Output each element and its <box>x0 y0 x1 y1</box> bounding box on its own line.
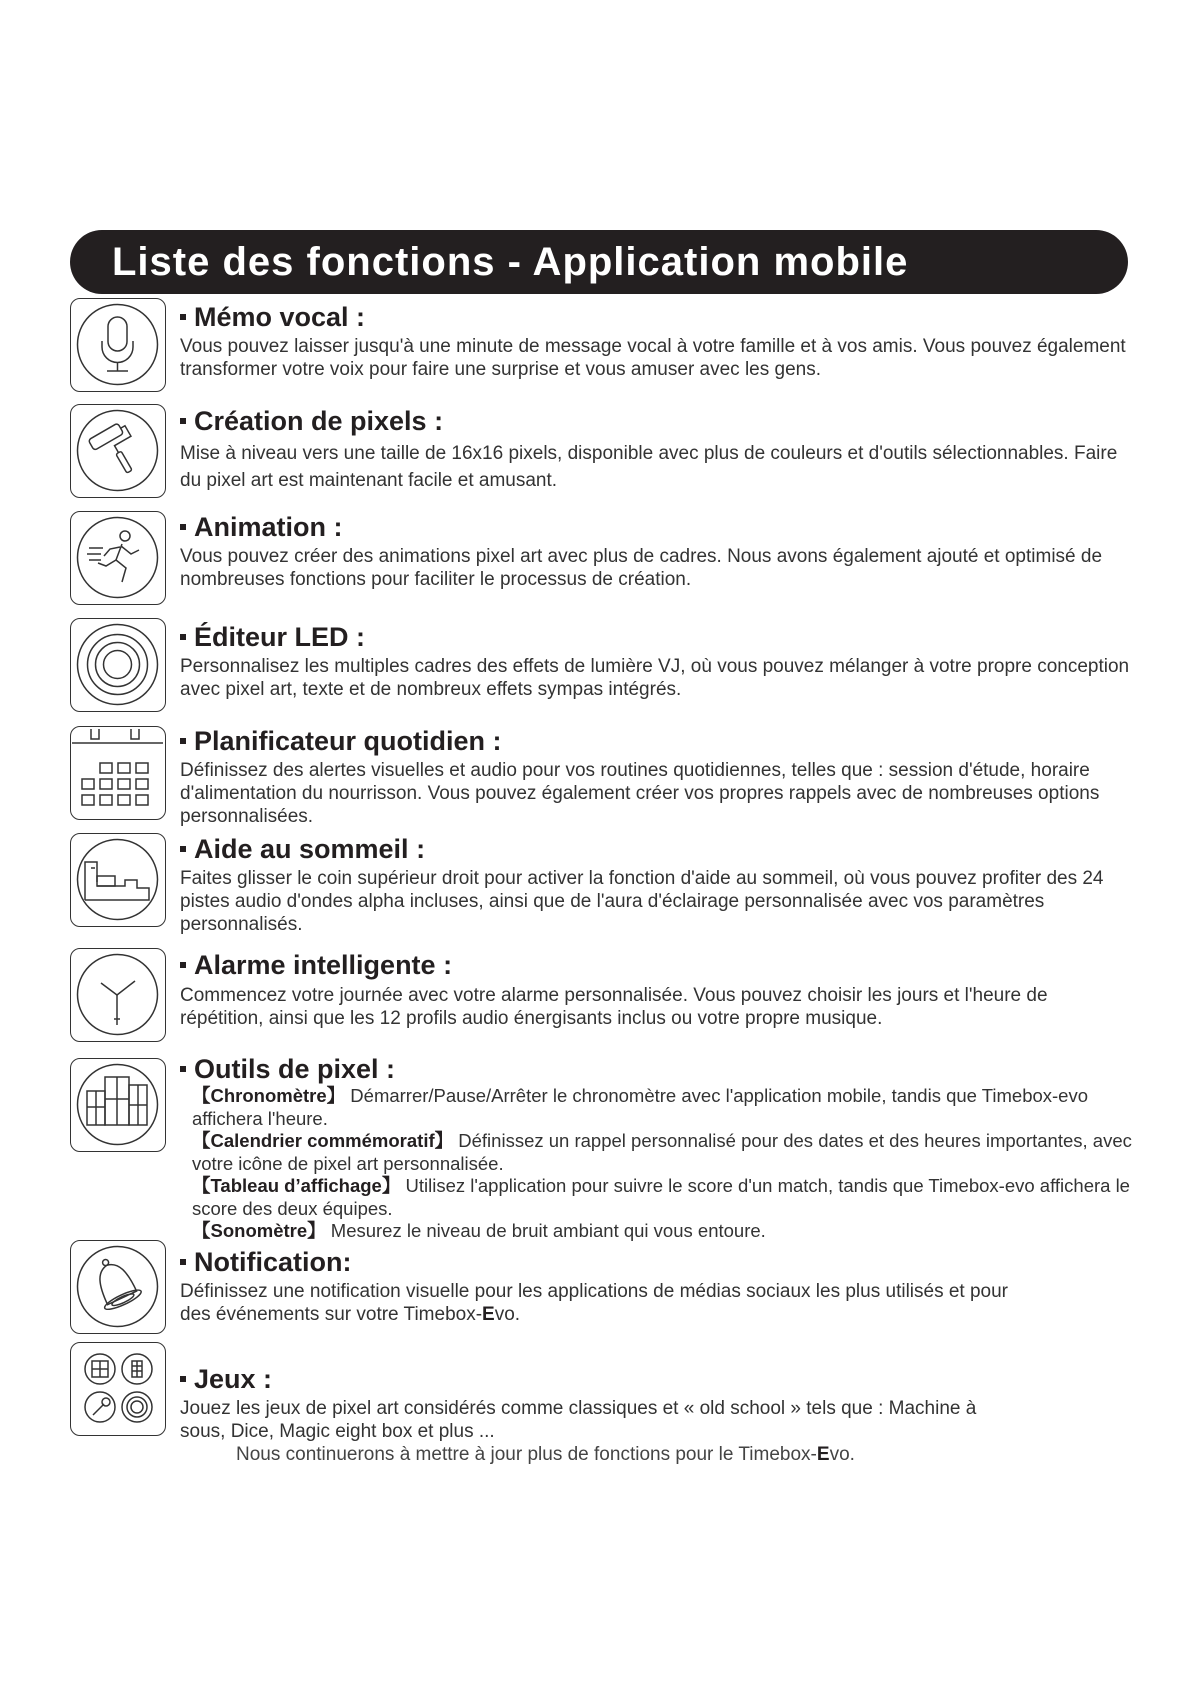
paint-roller-icon <box>70 404 166 498</box>
section-title-animation <box>180 512 343 543</box>
led-title-text: Éditeur LED : <box>194 622 366 652</box>
tool-text: Définissez un rappel personnalisé pour des dates et des heures importantes, avec votre icône de pixel art personnalisée. <box>192 1130 1132 1174</box>
tool-item-calendrier <box>192 1130 1137 1175</box>
tool-item-chronometre <box>192 1085 1137 1130</box>
microphone-icon <box>70 298 166 392</box>
brand-e: E <box>816 1444 830 1465</box>
tool-text: Mesurez le niveau de bruit ambiant qui vous entoure. <box>325 1220 766 1241</box>
planner-title-text: Planificateur quotidien : <box>194 726 502 756</box>
clock-icon <box>70 948 166 1042</box>
tool-label: 【Chronomètre】 <box>192 1085 346 1106</box>
section-title-pixels <box>180 406 443 437</box>
concentric-circles-icon <box>70 618 166 712</box>
page-title: Liste des fonctions - Application mobile <box>112 240 909 284</box>
notification-text-end: vo. <box>494 1304 521 1325</box>
memo-title-text: Mémo vocal : <box>194 302 366 332</box>
bullet-icon <box>180 846 186 852</box>
section-body-pixels: Mise à niveau vers une taille de 16x16 pixels, disponible avec plus de couleurs et d'outils sélectionnables. Faire du pixel art est maintenant facile et amusant. <box>180 443 1118 491</box>
section-title-alarm <box>180 950 452 981</box>
section-body-alarm: Commencez votre journée avec votre alarme personnalisée. Vous pouvez choisir les jours et l'heure de répétition, ainsi que les 12 profils audio énergisants inclus ou votre propre musique. <box>180 985 1048 1029</box>
tools-icon <box>70 1058 166 1152</box>
bullet-icon <box>180 418 186 424</box>
bullet-icon <box>180 962 186 968</box>
animation-title-text: Animation : <box>194 512 343 542</box>
footer-text: Nous continuerons à mettre à jour plus de fonctions pour le Timebox- <box>236 1444 817 1465</box>
section-title-games <box>180 1364 272 1395</box>
section-body-sleep: Faites glisser le coin supérieur droit pour activer la fonction d'aide au sommeil, où vous pouvez profiter des 24 pistes audio d'ondes alpha incluses, ainsi que de l'aura d'éclairage personnalisée avec vos paramètres personnalisés. <box>180 868 1104 935</box>
bed-icon <box>70 833 166 927</box>
bullet-icon <box>180 1376 186 1382</box>
footer-text-end: vo. <box>829 1444 855 1465</box>
footer-note <box>236 1444 855 1466</box>
tool-text: Démarrer/Pause/Arrêter le chronomètre avec l'application mobile, tandis que Timebox-evo affichera l'heure. <box>192 1085 1089 1129</box>
tools-title-text: Outils de pixel : <box>194 1054 396 1084</box>
brand-e: E <box>482 1304 495 1325</box>
alarm-title-text: Alarme intelligente : <box>194 950 453 980</box>
section-body-notification <box>180 1280 1030 1326</box>
bullet-icon <box>180 314 186 320</box>
pixels-title-text: Création de pixels : <box>194 406 444 436</box>
section-title-tools <box>180 1054 395 1085</box>
bullet-icon <box>180 524 186 530</box>
games-icon <box>70 1342 166 1436</box>
notification-text: Définissez une notification visuelle pour les applications de médias sociaux les plus utilisés et pour des événements sur votre Timebox- <box>180 1281 1009 1325</box>
section-title-sleep <box>180 834 425 865</box>
notification-title-text: Notification: <box>194 1247 352 1277</box>
tool-item-sonometre <box>192 1220 1137 1243</box>
tool-text: Utilisez l'application pour suivre le score d'un match, tandis que Timebox-evo affichera le score des deux équipes. <box>192 1175 1130 1219</box>
section-body-led: Personnalisez les multiples cadres des effets de lumière VJ, où vous pouvez mélanger à votre propre conception avec pixel art, texte et de nombreux effets sympas intégrés. <box>180 656 1130 700</box>
section-title-notification <box>180 1247 351 1278</box>
sleep-title-text: Aide au sommeil : <box>194 834 426 864</box>
calendar-icon <box>70 726 166 820</box>
section-title-memo <box>180 302 365 333</box>
bullet-icon <box>180 1066 186 1072</box>
bullet-icon <box>180 738 186 744</box>
tools-list <box>192 1085 1137 1243</box>
section-body-memo: Vous pouvez laisser jusqu'à une minute de message vocal à votre famille et à vos amis. Vous pouvez également transformer votre voix pour faire une surprise et vous amuser avec les gens. <box>180 336 1126 380</box>
games-title-text: Jeux : <box>194 1364 273 1394</box>
section-title-led <box>180 622 365 653</box>
bell-icon <box>70 1240 166 1334</box>
section-body-animation: Vous pouvez créer des animations pixel art avec plus de cadres. Nous avons également ajouté et optimisé de nombreuses fonctions pour faciliter le processus de création. <box>180 546 1103 590</box>
tool-label: 【Tableau d’affichage】 <box>192 1175 401 1196</box>
tool-label: 【Sonomètre】 <box>192 1220 326 1241</box>
section-body-planner: Définissez des alertes visuelles et audio pour vos routines quotidiennes, telles que : session d'étude, horaire d'alimentation du nourrisson. Vous pouvez également créer vos propres rappels avec de nombreuses options personnalisées. <box>180 760 1100 827</box>
tool-item-tableau <box>192 1175 1137 1220</box>
section-body-games: Jouez les jeux de pixel art considérés comme classiques et « old school » tels que : Machine à sous, Dice, Magic eight box et plus ... <box>180 1398 977 1442</box>
running-man-icon <box>70 511 166 605</box>
bullet-icon <box>180 1259 186 1265</box>
bullet-icon <box>180 634 186 640</box>
title-banner <box>70 230 1128 294</box>
tool-label: 【Calendrier commémoratif】 <box>192 1130 454 1151</box>
section-title-planner <box>180 726 502 757</box>
